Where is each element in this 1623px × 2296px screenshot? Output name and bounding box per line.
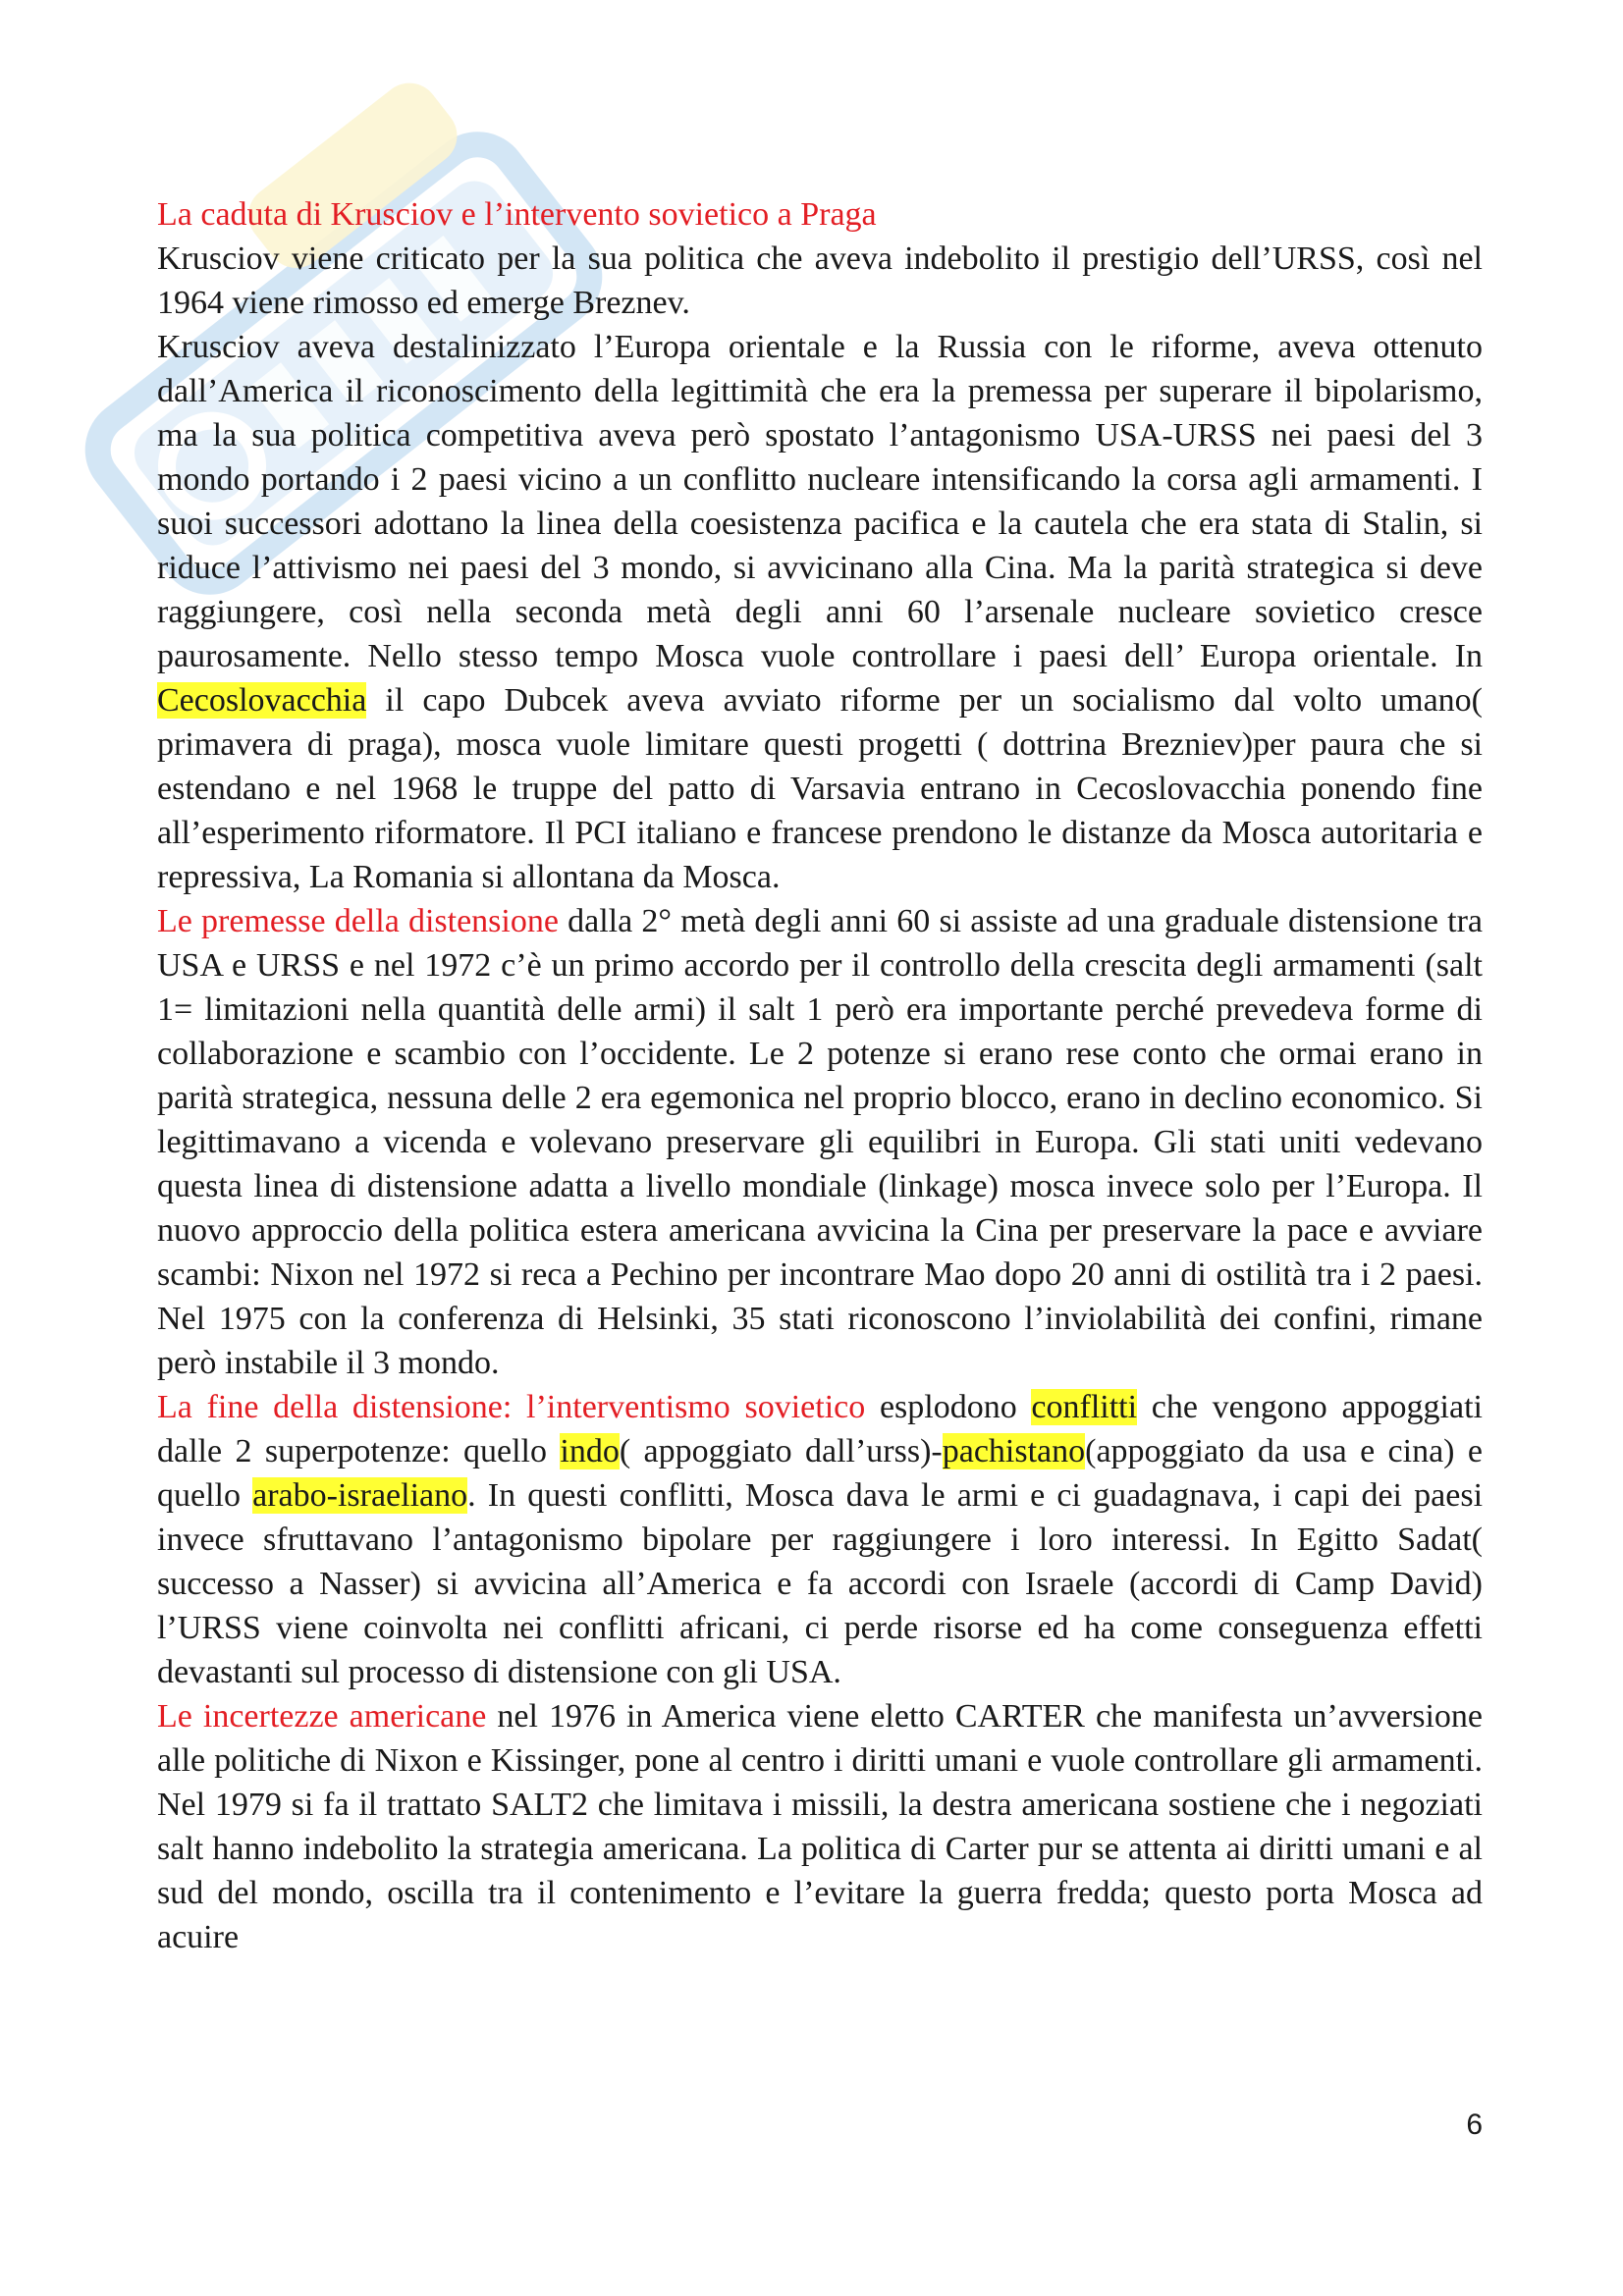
highlighted-term: indo xyxy=(560,1433,620,1469)
highlighted-term: conflitti xyxy=(1031,1389,1138,1425)
section-heading-distensione: Le premesse della distensione xyxy=(157,903,559,939)
page-number: 6 xyxy=(1466,2109,1483,2141)
paragraph-text: Krusciov aveva destalinizzato l’Europa orientale e la Russia con le riforme, aveva ottenuto dall’America il riconoscimento della legittimità che era la premessa per superare il bipolarismo, ma la sua politica competitiva aveva però spostato l’antagonismo USA-URSS nei paesi del 3 mondo portando i 2 paesi vicino a un conflitto nucleare intensificando la corsa agli armamenti. I suoi successori adottano la linea della coesistenza pacifica e la cautela che era stata di Stalin, si riduce l’attivismo nei paesi del 3 mondo, si avvicinano alla Cina. Ma la parità strategica si deve raggiungere, così nella seconda metà degli anni 60 l’arsenale nucleare sovietico cresce paurosamente. Nello stesso tempo Mosca vuole controllare i paesi dell’ Europa orientale. In xyxy=(157,329,1483,674)
paragraph-text: . In questi conflitti, Mosca dava le armi e ci guadagnava, i capi dei paesi invece sfruttavano l’antagonismo bipolare per raggiungere i loro interessi. In Egitto Sadat( successo a Nasser) si avvicina all’America e fa accordi con Israele (accordi di Camp David) l’URSS viene coinvolta nei conflitti africani, ci perde risorse ed ha come conseguenza effetti devastanti sul processo di distensione con gli USA. xyxy=(157,1477,1484,1690)
highlighted-term: Cecoslovacchia xyxy=(157,682,367,719)
section-heading-incertezze: Le incertezze americane xyxy=(157,1698,487,1735)
paragraph-text: nel 1976 in America viene eletto CARTER che manifesta un’avversione alle politiche di Nixon e Kissinger, pone al centro i diritti umani e vuole controllare gli armamenti. Nel 1979 si fa il trattato SALT2 che limitava i missili, la destra americana sostiene che i negoziati salt hanno indebolito la strategia americana. La politica di Carter pur se attenta ai diritti umani e al sud del mondo, oscilla tra il contenimento e l’evitare la guerra fredda; questo porta Mosca ad acuire xyxy=(157,1698,1483,1955)
page-body xyxy=(157,192,1483,1959)
section-heading-fine-distensione: La fine della distensione: l’interventismo sovietico xyxy=(157,1389,866,1425)
paragraph-text: ( appoggiato dall’urss)- xyxy=(619,1433,943,1469)
paragraph-text: che vengono appoggiati dalle 2 superpotenze: quello xyxy=(157,1389,1483,1469)
paragraph-distensione xyxy=(157,899,1483,1385)
highlighted-term: arabo-israeliano xyxy=(252,1477,468,1514)
paragraph-text: il capo Dubcek aveva avviato riforme per un socialismo dal volto umano( primavera di praga), mosca vuole limitare questi progetti ( dottrina Brezniev)per paura che si estendano e nel 1968 le truppe del patto di Varsavia entrano in Cecoslovacchia ponendo fine all’esperimento riformatore. Il PCI italiano e francese prendono le distanze da Mosca autoritaria e repressiva, La Romania si allontana da Mosca. xyxy=(157,682,1483,895)
paragraph-text: Krusciov viene criticato per la sua politica che aveva indebolito il prestigio dell’URSS, così nel 1964 viene rimosso ed emerge Breznev. xyxy=(157,240,1483,321)
paragraph-text: esplodono xyxy=(865,1389,1032,1425)
paragraph-krusciov-1 xyxy=(157,237,1483,325)
paragraph-fine-distensione xyxy=(157,1385,1483,1694)
paragraph-text: dalla 2° metà degli anni 60 si assiste ad una graduale distensione tra USA e URSS e nel 1972 c’è un primo accordo per il controllo della crescita degli armamenti (salt 1= limitazioni nella quantità delle armi) il salt 1 però era importante perché prevedeva forme di collaborazione e scambio con l’occidente. Le 2 potenze si erano rese conto che ormai erano in parità strategica, nessuna delle 2 era egemonica nel proprio blocco, erano in declino economico. Si legittimavano a vicenda e volevano preservare gli equilibri in Europa. Gli stati uniti vedevano questa linea di distensione adatta a livello mondiale (linkage) mosca invece solo per l’Europa. Il nuovo approccio della politica estera americana avvicina la Cina per preservare la pace e avviare scambi: Nixon nel 1972 si reca a Pechino per incontrare Mao dopo 20 anni di ostilità tra i 2 paesi. Nel 1975 con la conferenza di Helsinki, 35 stati riconoscono l’inviolabilità dei confini, rimane però instabile il 3 mondo. xyxy=(157,903,1484,1381)
section-heading-krusciov: La caduta di Krusciov e l’intervento sovietico a Praga xyxy=(157,196,877,233)
highlighted-term: pachistano xyxy=(942,1433,1086,1469)
paragraph-incertezze xyxy=(157,1694,1483,1959)
paragraph-krusciov-2 xyxy=(157,325,1483,899)
paragraph-text: (appoggiato da usa e cina) e quello xyxy=(157,1433,1483,1514)
